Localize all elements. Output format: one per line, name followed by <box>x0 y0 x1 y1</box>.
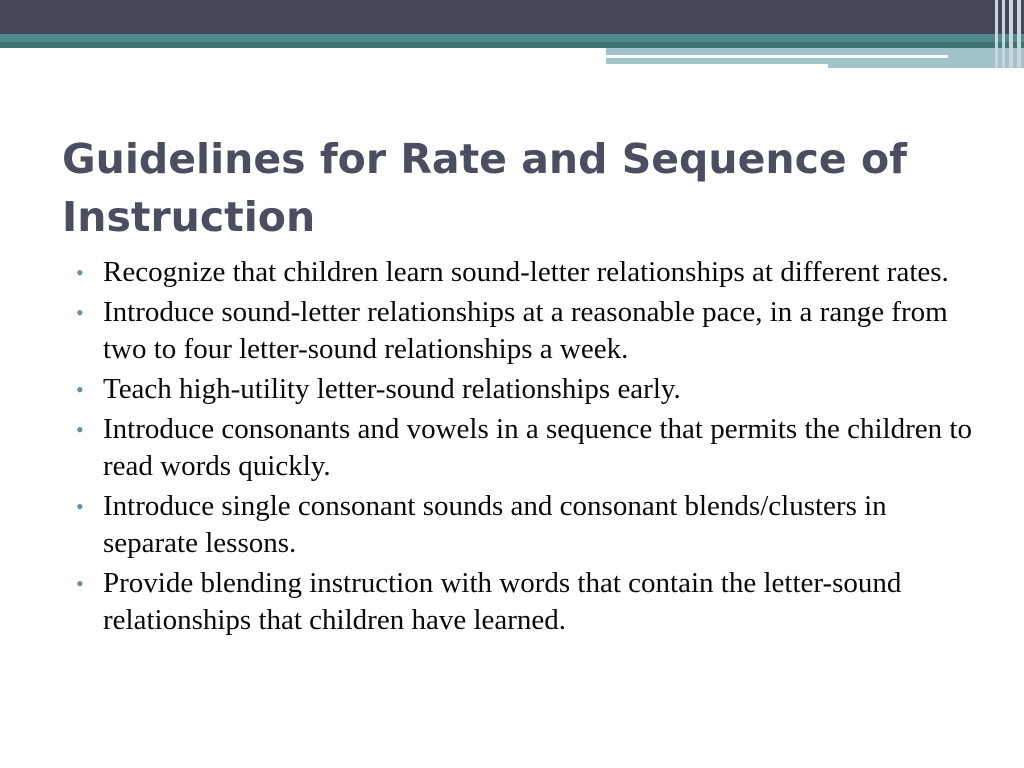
bullet-list <box>76 254 976 642</box>
bullet-item <box>76 371 976 408</box>
bullet-item <box>76 488 976 562</box>
bullet-item <box>76 411 976 485</box>
header-stripe <box>1002 0 1005 68</box>
slide-title: Guidelines for Rate and Sequence of Instruction <box>62 135 907 241</box>
header-stripe <box>995 0 998 68</box>
bullet-marker-icon: • <box>76 494 84 519</box>
bullet-text: Provide blending instruction with words that contain the letter-sound relationships that children have learned. <box>103 567 902 636</box>
header-stripe <box>1009 0 1013 68</box>
bullet-text: Recognize that children learn sound-letter relationships at different rates. <box>103 256 949 288</box>
bullet-text: Introduce single consonant sounds and consonant blends/clusters in separate lessons. <box>103 490 887 559</box>
bullet-marker-icon: • <box>76 300 84 325</box>
bullet-marker-icon: • <box>76 260 84 285</box>
header-accent-line <box>606 64 828 68</box>
bullet-marker-icon: • <box>76 417 84 442</box>
header-accent-line <box>606 55 948 58</box>
header-dark-band <box>0 0 1024 34</box>
bullet-text: Teach high-utility letter-sound relationships early. <box>103 373 681 405</box>
bullet-item <box>76 565 976 639</box>
bullet-marker-icon: • <box>76 377 84 402</box>
bullet-item <box>76 254 976 291</box>
bullet-text: Introduce sound-letter relationships at a reasonable pace, in a range from two to four letter-sound relationships a week. <box>103 296 948 365</box>
header-stripe <box>1017 0 1021 68</box>
bullet-item <box>76 294 976 368</box>
bullet-marker-icon: • <box>76 571 84 596</box>
bullet-text: Introduce consonants and vowels in a sequence that permits the children to read words quickly. <box>103 413 972 482</box>
